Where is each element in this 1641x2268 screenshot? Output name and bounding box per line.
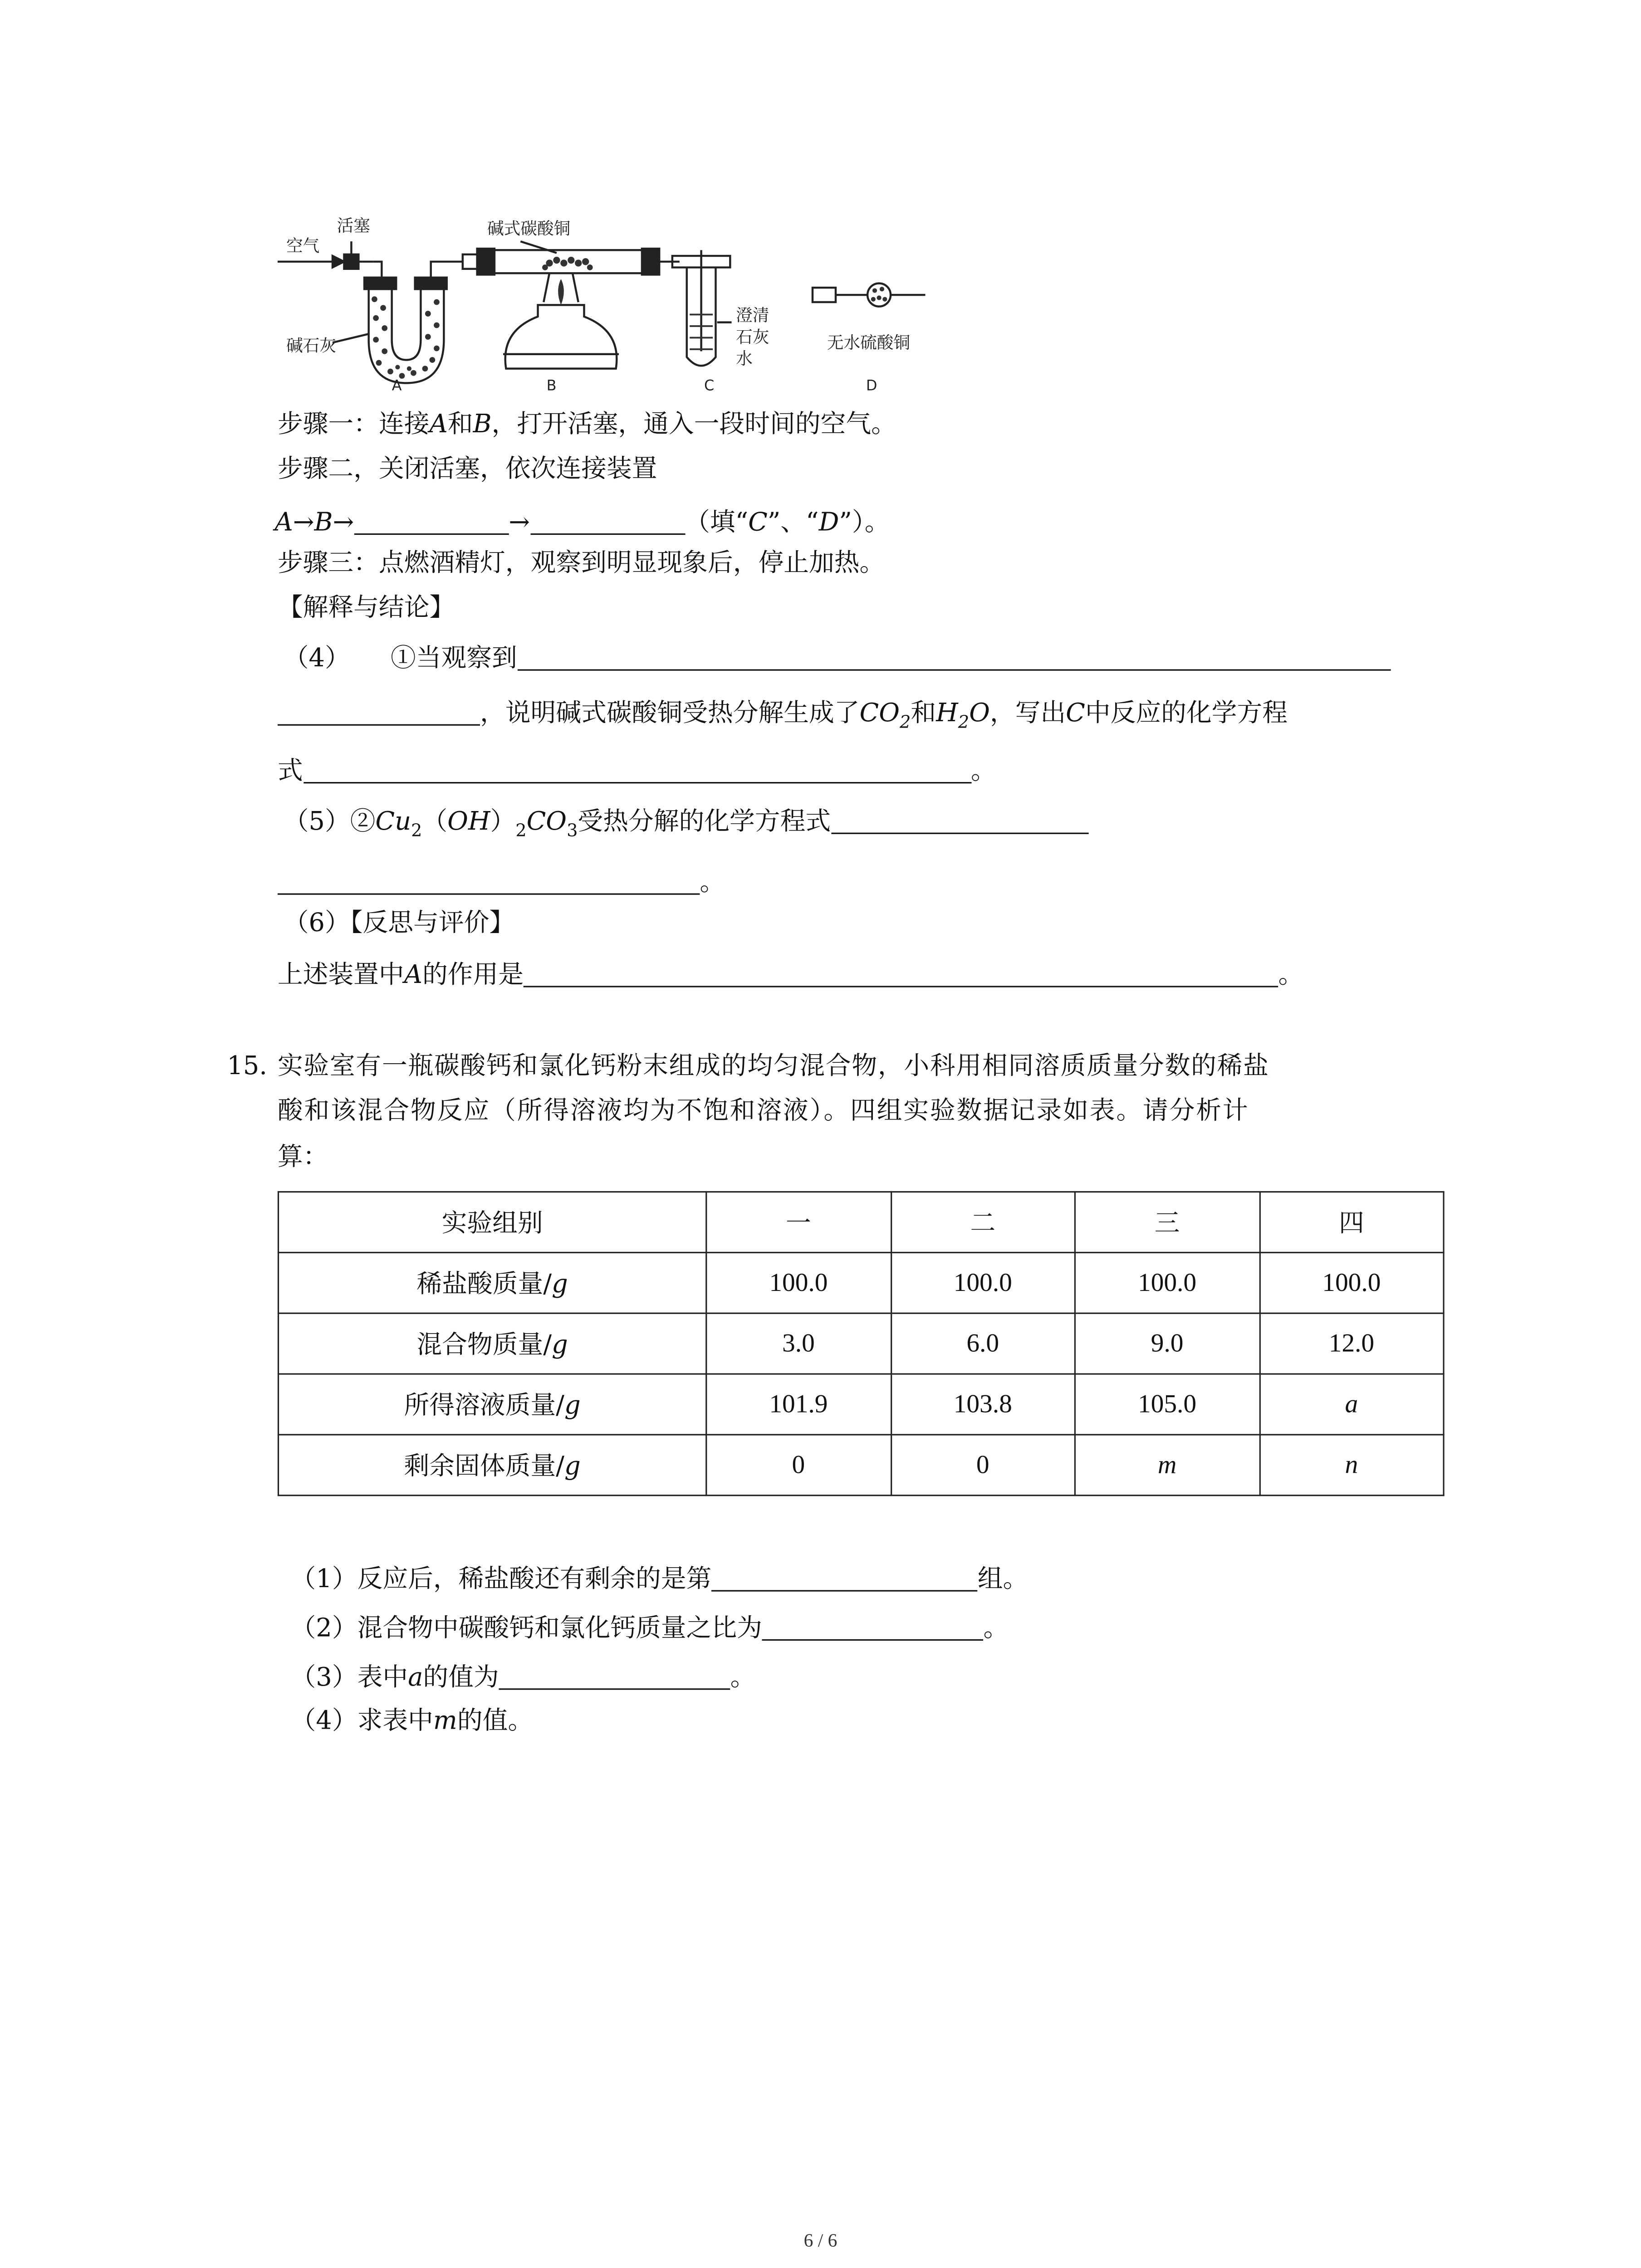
row-label: 剩余固体质量/g [278,1435,706,1496]
sub-question-2: （2）混合物中碳酸钙和氯化钙质量之比为 。 [291,1610,1009,1645]
header-4: 四 [1259,1192,1444,1253]
header-group: 实验组别 [278,1192,706,1253]
limewater-label-2: 石灰 [736,327,769,347]
table-cell: a [1259,1374,1444,1435]
page-number: 6 / 6 [803,2229,838,2251]
step-2: 步骤二，关闭活塞，依次连接装置 [277,455,657,484]
part-6-heading: （6）【反思与评价】 [283,909,515,938]
table-cell: 6.0 [891,1313,1075,1374]
limewater-label-1: 澄清 [736,305,769,326]
table-row [278,1313,1444,1374]
part-4-line-2: ，说明碱式碳酸铜受热分解生成了$CO_2$和$H_2O$，写出C中反应的化学方程 [278,695,1288,738]
table-cell: 0 [891,1435,1075,1496]
answer-blank-q15-3[interactable] [499,1659,730,1690]
part-5-line-2: 。 [278,865,725,899]
sub-question-3: （3）表中a的值为 。 [291,1659,756,1694]
explanation-heading: 【解释与结论】 [277,594,455,623]
stopcock-label: 活塞 [337,215,370,236]
question-15-line-3: 算： [277,1143,328,1173]
header-1: 一 [706,1192,891,1253]
table-cell: 101.9 [706,1374,891,1435]
connection-order: A→B→ → （填“C”、“D”）。 [274,504,890,539]
table-cell: m [1075,1435,1259,1496]
header-2: 二 [891,1192,1075,1253]
answer-blank-decomposition[interactable] [831,804,1088,834]
experiment-data-table [278,1191,1445,1496]
table-cell: 103.8 [891,1374,1075,1435]
table-cell: 0 [706,1435,891,1496]
limewater-label-3: 水 [736,348,753,369]
table-cell: 3.0 [706,1313,891,1374]
row-label: 所得溶液质量/g [278,1374,706,1435]
soda-lime-label: 碱石灰 [286,335,336,356]
part-6-line: 上述装置中A的作用是 。 [278,957,1303,992]
sub-question-1: （1）反应后，稀盐酸还有剩余的是第 组。 [291,1561,1029,1596]
question-15-number: 15. [227,1052,268,1081]
table-cell: n [1259,1435,1444,1496]
row-label: 混合物质量/g [278,1313,706,1374]
step-3: 步骤三：点燃酒精灯，观察到明显现象后，停止加热。 [277,549,885,578]
part-5-line-1: $(5)②Cu_2(OH)_2CO_3$受热分解的化学方程式 [284,804,1088,846]
answer-blank-order-1[interactable] [354,504,509,535]
table-header-row [278,1192,1444,1253]
header-3: 三 [1075,1192,1259,1253]
question-15-line-1: 实验室有一瓶碳酸钙和氯化钙粉末组成的均匀混合物，小科用相同溶质质量分数的稀盐 [277,1052,1269,1081]
question-15-line-2: 酸和该混合物反应（所得溶液均为不饱和溶液）。四组实验数据记录如表。请分析计 [277,1097,1249,1126]
table-cell: 9.0 [1075,1313,1259,1374]
table-cell: 12.0 [1259,1313,1444,1374]
table-row [278,1252,1444,1313]
answer-blank-decomposition-cont[interactable] [278,865,700,895]
table-cell: 100.0 [1075,1252,1259,1313]
caption-c: C [704,378,715,395]
anhydrous-cuso4-label: 无水硫酸铜 [827,332,911,353]
answer-blank-observation-cont[interactable] [278,695,480,726]
sub-question-4: （4）求表中m的值。 [290,1707,534,1736]
step-1: 步骤一：连接A和B，打开活塞，通入一段时间的空气。 [277,411,896,440]
part-4-line-3: 式 。 [278,753,996,787]
caption-d: D [866,378,877,395]
table-cell: 100.0 [891,1252,1075,1313]
table-row [278,1435,1444,1496]
answer-blank-q15-2[interactable] [762,1610,984,1641]
answer-blank-role-a[interactable] [524,957,1278,987]
apparatus-drawing [260,210,940,405]
table-cell: 100.0 [706,1252,891,1313]
answer-blank-q15-1[interactable] [711,1561,977,1592]
answer-blank-equation-c[interactable] [303,753,971,783]
table-cell: 100.0 [1259,1252,1444,1313]
caption-a: A [392,378,402,395]
part-4-line-1: （4） ①当观察到 [284,640,1391,675]
row-label: 稀盐酸质量/g [278,1252,706,1313]
basic-copper-carbonate-label: 碱式碳酸铜 [487,218,571,239]
table-row [278,1374,1444,1435]
answer-blank-observation[interactable] [517,640,1391,671]
air-label: 空气 [286,235,320,256]
caption-b: B [546,378,557,395]
table-cell: 105.0 [1075,1374,1259,1435]
answer-blank-order-2[interactable] [530,504,685,535]
